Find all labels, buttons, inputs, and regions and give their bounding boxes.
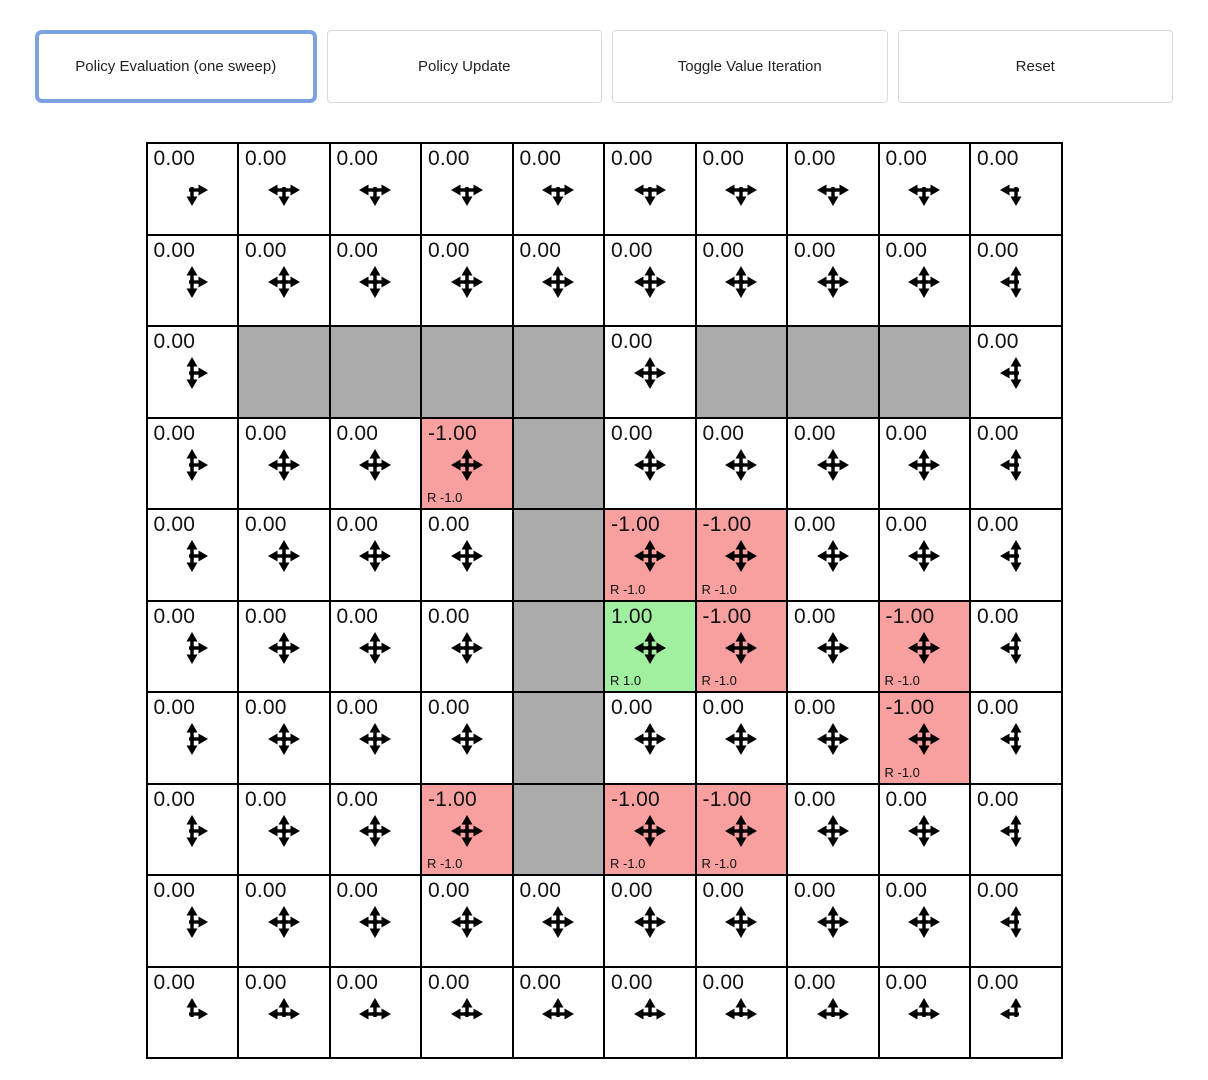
cell-value: 0.00 (702, 696, 745, 719)
policy-arrows-icon (999, 814, 1033, 848)
toggle-value-iteration-button[interactable]: Toggle Value Iteration (612, 30, 888, 103)
grid-cell[interactable] (696, 875, 788, 967)
cell-value: -1.00 (885, 604, 935, 628)
grid-cell[interactable] (787, 967, 879, 1059)
grid-cell[interactable] (421, 692, 513, 784)
policy-arrows-icon (816, 997, 850, 1031)
grid-cell[interactable] (421, 235, 513, 327)
policy-arrows-icon (450, 905, 484, 939)
cell-value: 0.00 (428, 238, 470, 262)
policy-arrows-icon (358, 448, 392, 482)
grid-cell[interactable] (330, 875, 422, 967)
cell-value: 0.00 (245, 238, 287, 262)
policy-arrows-icon (633, 265, 667, 299)
grid-cell[interactable] (970, 326, 1062, 418)
policy-arrows-icon (724, 265, 758, 299)
cell-value: 0.00 (702, 421, 745, 445)
cell-reward-label: R -1.0 (610, 856, 646, 871)
cell-value: -1.00 (702, 787, 752, 811)
grid-cell[interactable] (147, 235, 239, 327)
grid-cell[interactable] (147, 601, 239, 693)
cell-reward-label: R -1.0 (701, 581, 737, 597)
policy-arrows-icon (999, 997, 1033, 1031)
cell-value: 0.00 (611, 147, 653, 170)
grid-cell[interactable] (421, 967, 513, 1059)
policy-arrows-icon (816, 539, 850, 573)
policy-arrows-icon (175, 448, 209, 482)
grid-cell[interactable] (970, 235, 1062, 327)
grid-cell[interactable] (147, 143, 239, 235)
grid-cell[interactable] (879, 601, 971, 693)
policy-arrows-icon (724, 173, 758, 207)
grid-cell-wall[interactable] (787, 326, 879, 418)
policy-arrows-icon (450, 814, 484, 848)
policy-arrows-icon (267, 631, 301, 665)
policy-arrows-icon (450, 265, 484, 299)
policy-arrows-icon (175, 905, 209, 939)
policy-arrows-icon (541, 905, 575, 939)
cell-value: 0.00 (702, 238, 745, 262)
policy-arrows-icon (633, 905, 667, 939)
cell-value: 0.00 (336, 513, 379, 536)
cell-value: 0.00 (885, 147, 928, 170)
grid-cell[interactable] (330, 967, 422, 1059)
cell-value: 0.00 (153, 970, 196, 994)
grid-cell[interactable] (696, 509, 788, 601)
grid-cell[interactable] (513, 967, 605, 1059)
grid-cell[interactable] (421, 784, 513, 876)
policy-arrows-icon (999, 173, 1033, 207)
policy-arrows-icon (450, 173, 484, 207)
cell-value: -1.00 (611, 787, 660, 811)
cell-value: 0.00 (794, 147, 836, 170)
policy-arrows-icon (816, 631, 850, 665)
cell-reward-label: R -1.0 (701, 673, 737, 688)
grid-cell[interactable] (421, 418, 513, 510)
policy-arrows-icon (541, 173, 575, 207)
grid-cell[interactable] (604, 784, 696, 876)
cell-value: 0.00 (519, 879, 562, 902)
grid-cell[interactable] (421, 601, 513, 693)
cell-value: -1.00 (702, 513, 752, 536)
cell-value: 0.00 (336, 879, 379, 902)
policy-arrows-icon (175, 631, 209, 665)
cell-value: -1.00 (428, 787, 477, 811)
grid-cell[interactable] (238, 784, 330, 876)
cell-value: 0.00 (336, 147, 379, 170)
policy-arrows-icon (175, 722, 209, 756)
grid-cell[interactable] (696, 784, 788, 876)
policy-arrows-icon (175, 173, 209, 207)
policy-arrows-icon (907, 905, 941, 939)
cell-value: -1.00 (885, 696, 935, 719)
policy-arrows-icon (175, 814, 209, 848)
cell-value: 0.00 (885, 879, 928, 902)
policy-arrows-icon (450, 997, 484, 1031)
grid-cell[interactable] (696, 235, 788, 327)
policy-arrows-icon (267, 265, 301, 299)
cell-value: 0.00 (977, 879, 1019, 902)
grid-cell[interactable] (147, 784, 239, 876)
policy-arrows-icon (541, 997, 575, 1031)
cell-reward-label: R -1.0 (427, 856, 463, 871)
cell-value: 0.00 (153, 604, 196, 628)
cell-value: 0.00 (977, 513, 1019, 536)
policy-arrows-icon (724, 722, 758, 756)
grid-cell-wall[interactable] (696, 326, 788, 418)
grid-cell[interactable] (970, 418, 1062, 510)
grid-cell[interactable] (147, 326, 239, 418)
grid-cell[interactable] (970, 875, 1062, 967)
grid-cell[interactable] (330, 235, 422, 327)
policy-arrows-icon (175, 997, 209, 1031)
grid-cell[interactable] (604, 875, 696, 967)
policy-arrows-icon (175, 539, 209, 573)
grid-cell-wall[interactable] (513, 692, 605, 784)
grid-cell-wall[interactable] (238, 326, 330, 418)
policy-arrows-icon (175, 356, 209, 390)
policy-arrows-icon (267, 997, 301, 1031)
cell-reward-label: R -1.0 (610, 581, 646, 597)
cell-value: 0.00 (977, 604, 1019, 628)
cell-reward-label: R -1.0 (427, 490, 463, 505)
grid-cell[interactable] (513, 143, 605, 235)
cell-value: 0.00 (428, 147, 470, 170)
policy-arrows-icon (358, 997, 392, 1031)
policy-arrows-icon (999, 539, 1033, 573)
grid-cell[interactable] (147, 509, 239, 601)
cell-value: 0.00 (336, 604, 379, 628)
cell-value: 0.00 (428, 879, 470, 902)
grid-cell[interactable] (147, 875, 239, 967)
policy-arrows-icon (358, 173, 392, 207)
cell-value: 0.00 (794, 238, 836, 262)
cell-value: 0.00 (245, 604, 287, 628)
cell-value: 0.00 (336, 238, 379, 262)
grid-cell[interactable] (330, 784, 422, 876)
cell-value: 0.00 (519, 970, 562, 994)
cell-value: 0.00 (428, 513, 470, 536)
cell-value: 0.00 (885, 970, 928, 994)
grid-cell[interactable] (604, 143, 696, 235)
grid-cell[interactable] (604, 326, 696, 418)
gridworld-container (146, 142, 1063, 1059)
grid-cell-wall[interactable] (513, 326, 605, 418)
policy-arrows-icon (724, 814, 758, 848)
policy-arrows-icon (999, 356, 1033, 390)
grid-cell[interactable] (879, 967, 971, 1059)
policy-arrows-icon (907, 265, 941, 299)
cell-value: -1.00 (611, 513, 660, 536)
cell-value: 0.00 (977, 238, 1019, 262)
grid-cell[interactable] (604, 418, 696, 510)
cell-value: 0.00 (428, 696, 470, 719)
cell-value: 0.00 (702, 147, 745, 170)
policy-arrows-icon (267, 814, 301, 848)
policy-arrows-icon (724, 905, 758, 939)
policy-arrows-icon (633, 173, 667, 207)
grid-cell[interactable] (604, 967, 696, 1059)
grid-cell[interactable] (147, 418, 239, 510)
cell-value: 0.00 (611, 238, 653, 262)
grid-cell[interactable] (330, 143, 422, 235)
grid-cell-wall[interactable] (513, 418, 605, 510)
cell-value: 0.00 (977, 421, 1019, 445)
cell-value: 0.00 (702, 879, 745, 902)
cell-reward-label: R -1.0 (701, 856, 737, 871)
grid-cell[interactable] (787, 235, 879, 327)
cell-value: 0.00 (611, 421, 653, 445)
policy-arrows-icon (816, 448, 850, 482)
grid-cell-wall[interactable] (421, 326, 513, 418)
policy-arrows-icon (358, 265, 392, 299)
cell-value: -1.00 (428, 421, 477, 445)
grid-cell[interactable] (787, 784, 879, 876)
grid-cell[interactable] (238, 143, 330, 235)
cell-value: 0.00 (794, 604, 836, 628)
grid-cell-wall[interactable] (513, 509, 605, 601)
cell-value: 0.00 (794, 970, 836, 994)
policy-arrows-icon (633, 539, 667, 573)
policy-arrows-icon (907, 814, 941, 848)
policy-arrows-icon (633, 722, 667, 756)
policy-arrows-icon (907, 173, 941, 207)
policy-arrows-icon (816, 173, 850, 207)
policy-arrows-icon (999, 631, 1033, 665)
cell-value: 0.00 (336, 421, 379, 445)
cell-value: 0.00 (519, 238, 562, 262)
policy-arrows-icon (999, 265, 1033, 299)
policy-arrows-icon (816, 265, 850, 299)
policy-arrows-icon (450, 631, 484, 665)
grid-cell[interactable] (238, 967, 330, 1059)
cell-value: 0.00 (611, 330, 653, 353)
grid-cell[interactable] (787, 143, 879, 235)
cell-reward-label: R -1.0 (884, 764, 920, 780)
grid-cell-wall[interactable] (879, 326, 971, 418)
cell-value: 0.00 (336, 970, 379, 994)
grid-cell[interactable] (238, 418, 330, 510)
policy-arrows-icon (358, 814, 392, 848)
cell-value: 0.00 (977, 330, 1019, 353)
grid-cell[interactable] (970, 143, 1062, 235)
policy-arrows-icon (999, 905, 1033, 939)
grid-cell[interactable] (879, 143, 971, 235)
grid-cell[interactable] (238, 601, 330, 693)
policy-arrows-icon (633, 814, 667, 848)
reset-button[interactable]: Reset (898, 30, 1174, 103)
grid-cell[interactable] (970, 509, 1062, 601)
cell-value: 0.00 (611, 970, 653, 994)
grid-cell-wall[interactable] (513, 601, 605, 693)
cell-value: 0.00 (245, 879, 287, 902)
policy-arrows-icon (175, 265, 209, 299)
grid-cell[interactable] (604, 235, 696, 327)
grid-cell[interactable] (879, 235, 971, 327)
policy-arrows-icon (907, 448, 941, 482)
cell-reward-label: R 1.0 (610, 673, 642, 688)
grid-cell-wall[interactable] (513, 784, 605, 876)
cell-value: 0.00 (794, 421, 836, 445)
policy-arrows-icon (267, 448, 301, 482)
cell-value: 0.00 (153, 513, 196, 536)
cell-value: 0.00 (428, 604, 470, 628)
policy-arrows-icon (907, 631, 941, 665)
policy-arrows-icon (816, 814, 850, 848)
grid-cell[interactable] (238, 692, 330, 784)
policy-arrows-icon (999, 722, 1033, 756)
cell-value: 0.00 (611, 879, 653, 902)
grid-cell[interactable] (238, 235, 330, 327)
policy-arrows-icon (633, 356, 667, 390)
gridworld (146, 142, 1063, 1059)
cell-value: 0.00 (977, 696, 1019, 719)
policy-arrows-icon (450, 539, 484, 573)
toolbar (35, 30, 1173, 103)
grid-cell[interactable] (787, 601, 879, 693)
grid-cell[interactable] (970, 692, 1062, 784)
cell-value: 0.00 (794, 879, 836, 902)
grid-cell[interactable] (330, 418, 422, 510)
policy-arrows-icon (633, 448, 667, 482)
cell-value: 0.00 (977, 147, 1019, 170)
grid-cell[interactable] (787, 875, 879, 967)
cell-value: -1.00 (702, 604, 752, 628)
policy-arrows-icon (816, 722, 850, 756)
cell-value: 0.00 (885, 787, 928, 811)
cell-value: 0.00 (519, 147, 562, 170)
cell-value: 0.00 (153, 330, 196, 353)
grid-cell[interactable] (604, 601, 696, 693)
policy-arrows-icon (907, 722, 941, 756)
cell-value: 0.00 (885, 238, 928, 262)
policy-arrows-icon (358, 631, 392, 665)
cell-value: 0.00 (336, 696, 379, 719)
cell-value: 0.00 (245, 787, 287, 811)
grid-cell[interactable] (970, 601, 1062, 693)
grid-cell[interactable] (604, 509, 696, 601)
grid-cell[interactable] (970, 967, 1062, 1059)
cell-value: 0.00 (245, 147, 287, 170)
policy-arrows-icon (907, 997, 941, 1031)
policy-arrows-icon (816, 905, 850, 939)
policy-arrows-icon (633, 997, 667, 1031)
grid-cell-wall[interactable] (330, 326, 422, 418)
grid-cell[interactable] (696, 967, 788, 1059)
grid-cell[interactable] (970, 784, 1062, 876)
policy-update-button[interactable]: Policy Update (327, 30, 603, 103)
policy-arrows-icon (267, 905, 301, 939)
grid-cell[interactable] (147, 967, 239, 1059)
policy-arrows-icon (358, 539, 392, 573)
grid-cell[interactable] (238, 509, 330, 601)
policy-arrows-icon (358, 722, 392, 756)
cell-value: 0.00 (153, 787, 196, 811)
policy-arrows-icon (633, 631, 667, 665)
cell-value: 0.00 (885, 513, 928, 536)
policy-arrows-icon (724, 631, 758, 665)
grid-cell[interactable] (330, 509, 422, 601)
grid-cell[interactable] (787, 418, 879, 510)
cell-value: 0.00 (153, 147, 196, 170)
cell-value: 0.00 (977, 787, 1019, 811)
grid-cell[interactable] (879, 509, 971, 601)
grid-cell[interactable] (879, 784, 971, 876)
policy-arrows-icon (267, 539, 301, 573)
cell-value: 0.00 (245, 970, 287, 994)
cell-value: 0.00 (245, 696, 287, 719)
policy-arrows-icon (724, 448, 758, 482)
grid-cell[interactable] (879, 418, 971, 510)
grid-cell[interactable] (513, 875, 605, 967)
cell-value: 0.00 (885, 421, 928, 445)
grid-cell[interactable] (421, 509, 513, 601)
cell-value: 0.00 (245, 513, 287, 536)
policy-arrows-icon (267, 173, 301, 207)
cell-value: 0.00 (794, 696, 836, 719)
policy-arrows-icon (358, 905, 392, 939)
grid-cell[interactable] (787, 692, 879, 784)
grid-cell[interactable] (879, 875, 971, 967)
cell-value: 0.00 (794, 513, 836, 536)
cell-value: 0.00 (153, 238, 196, 262)
grid-cell[interactable] (604, 692, 696, 784)
grid-cell[interactable] (696, 601, 788, 693)
cell-value: 0.00 (336, 787, 379, 811)
cell-value: 0.00 (428, 970, 470, 994)
cell-value: 0.00 (153, 879, 196, 902)
cell-value: 0.00 (245, 421, 287, 445)
cell-value: 0.00 (611, 696, 653, 719)
policy-arrows-icon (907, 539, 941, 573)
cell-value: 0.00 (153, 696, 196, 719)
cell-value: 0.00 (977, 970, 1019, 994)
cell-value: 0.00 (794, 787, 836, 811)
policy-arrows-icon (999, 448, 1033, 482)
cell-value: 0.00 (153, 421, 196, 445)
grid-cell[interactable] (238, 875, 330, 967)
policy-arrows-icon (450, 722, 484, 756)
cell-reward-label: R -1.0 (884, 673, 920, 688)
grid-cell[interactable] (696, 692, 788, 784)
grid-cell[interactable] (513, 235, 605, 327)
grid-cell[interactable] (879, 692, 971, 784)
policy-evaluation-button[interactable]: Policy Evaluation (one sweep) (35, 30, 317, 103)
policy-arrows-icon (450, 448, 484, 482)
grid-cell[interactable] (147, 692, 239, 784)
grid-cell[interactable] (787, 509, 879, 601)
policy-arrows-icon (724, 997, 758, 1031)
grid-cell[interactable] (421, 875, 513, 967)
policy-arrows-icon (267, 722, 301, 756)
cell-value: 0.00 (702, 970, 745, 994)
grid-cell[interactable] (330, 692, 422, 784)
grid-cell[interactable] (330, 601, 422, 693)
policy-arrows-icon (541, 265, 575, 299)
grid-cell[interactable] (696, 143, 788, 235)
grid-cell[interactable] (421, 143, 513, 235)
grid-cell[interactable] (696, 418, 788, 510)
cell-value: 1.00 (611, 604, 653, 628)
policy-arrows-icon (724, 539, 758, 573)
